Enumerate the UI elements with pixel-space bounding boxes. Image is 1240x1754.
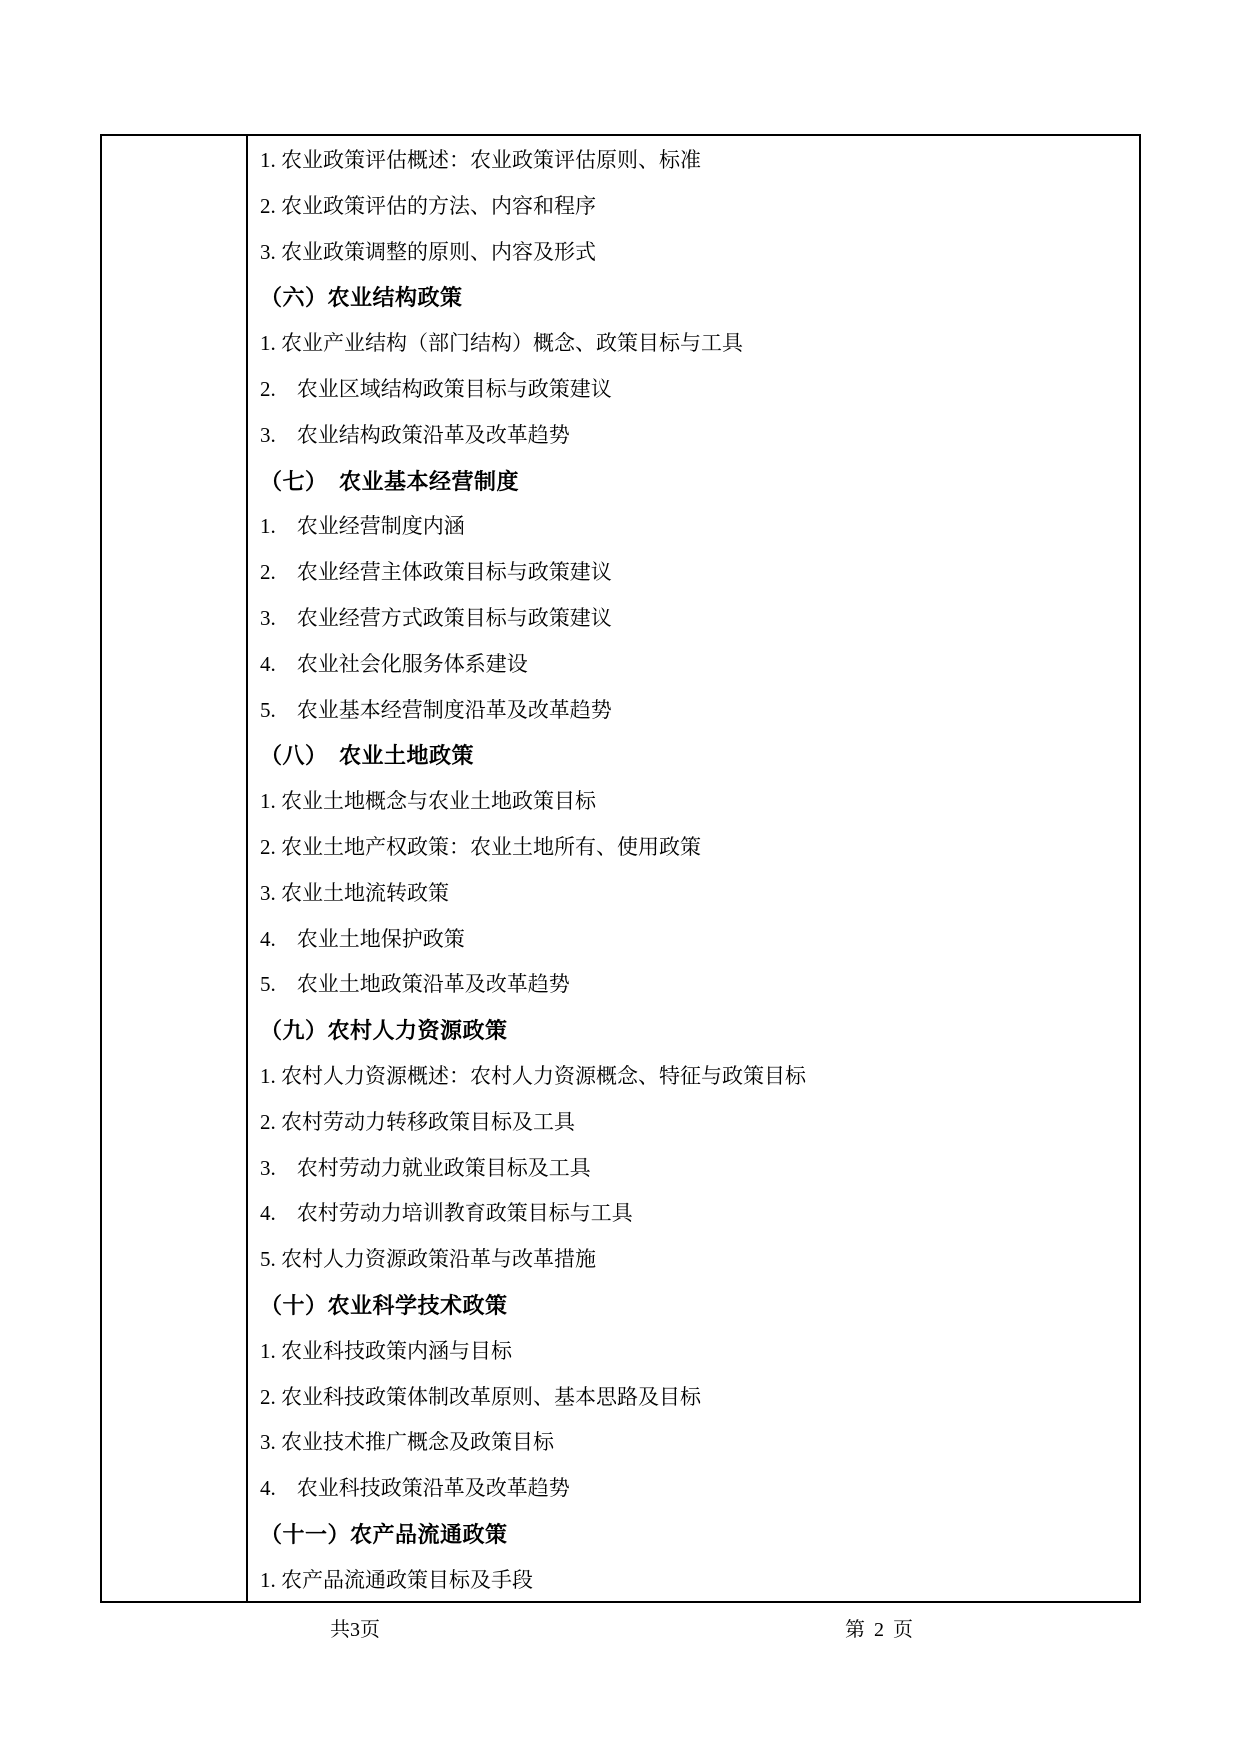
- list-item: 2. 农村劳动力转移政策目标及工具: [260, 1109, 575, 1134]
- list-item: 3. 农村劳动力就业政策目标及工具: [260, 1155, 591, 1180]
- total-pages-label: 共3页: [330, 1619, 380, 1641]
- section-heading: （八） 农业土地政策: [260, 743, 475, 769]
- syllabus-table: [100, 134, 1141, 1603]
- list-item: 1. 农产品流通政策目标及手段: [260, 1567, 533, 1592]
- list-item: 3. 农业政策调整的原则、内容及形式: [260, 239, 596, 264]
- table-left-column-empty-cell: [102, 136, 248, 1601]
- table-content-cell: [248, 136, 1139, 1601]
- section-heading: （十）农业科学技术政策: [260, 1292, 508, 1318]
- list-item: 4. 农业社会化服务体系建设: [260, 651, 528, 676]
- list-item: 2. 农业科技政策体制改革原则、基本思路及目标: [260, 1384, 701, 1409]
- page-footer: [0, 1613, 1240, 1649]
- list-item: 2. 农业经营主体政策目标与政策建议: [260, 560, 612, 585]
- list-item: 2. 农业土地产权政策：农业土地所有、使用政策: [260, 834, 701, 859]
- section-heading: （六）农业结构政策: [260, 285, 463, 311]
- section-heading: （九）农村人力资源政策: [260, 1018, 508, 1044]
- list-item: 5. 农业基本经营制度沿革及改革趋势: [260, 697, 612, 722]
- section-heading: （十一）农产品流通政策: [260, 1521, 508, 1547]
- list-item: 3. 农业技术推广概念及政策目标: [260, 1430, 554, 1455]
- list-item: 3. 农业经营方式政策目标与政策建议: [260, 605, 612, 630]
- current-page-label: 第 2 页: [845, 1619, 915, 1641]
- list-item: 1. 农业政策评估概述：农业政策评估原则、标准: [260, 148, 701, 172]
- list-item: 1. 农业科技政策内涵与目标: [260, 1338, 512, 1363]
- list-item: 2. 农业区域结构政策目标与政策建议: [260, 376, 612, 401]
- list-item: 4. 农村劳动力培训教育政策目标与工具: [260, 1201, 633, 1226]
- list-item: 5. 农业土地政策沿革及改革趋势: [260, 972, 570, 997]
- list-item: 3. 农业结构政策沿革及改革趋势: [260, 422, 570, 447]
- list-item: 1. 农业经营制度内涵: [260, 514, 465, 539]
- list-item: 1. 农村人力资源概述：农村人力资源概念、特征与政策目标: [260, 1063, 806, 1088]
- list-item: 2. 农业政策评估的方法、内容和程序: [260, 193, 596, 218]
- list-item: 1. 农业产业结构（部门结构）概念、政策目标与工具: [260, 331, 743, 356]
- list-item: 4. 农业科技政策沿革及改革趋势: [260, 1476, 570, 1501]
- list-item: 1. 农业土地概念与农业土地政策目标: [260, 789, 596, 814]
- list-item: 4. 农业土地保护政策: [260, 926, 465, 951]
- list-item: 5. 农村人力资源政策沿革与改革措施: [260, 1247, 596, 1272]
- list-item: 3. 农业土地流转政策: [260, 880, 449, 905]
- section-heading: （七） 农业基本经营制度: [260, 468, 520, 494]
